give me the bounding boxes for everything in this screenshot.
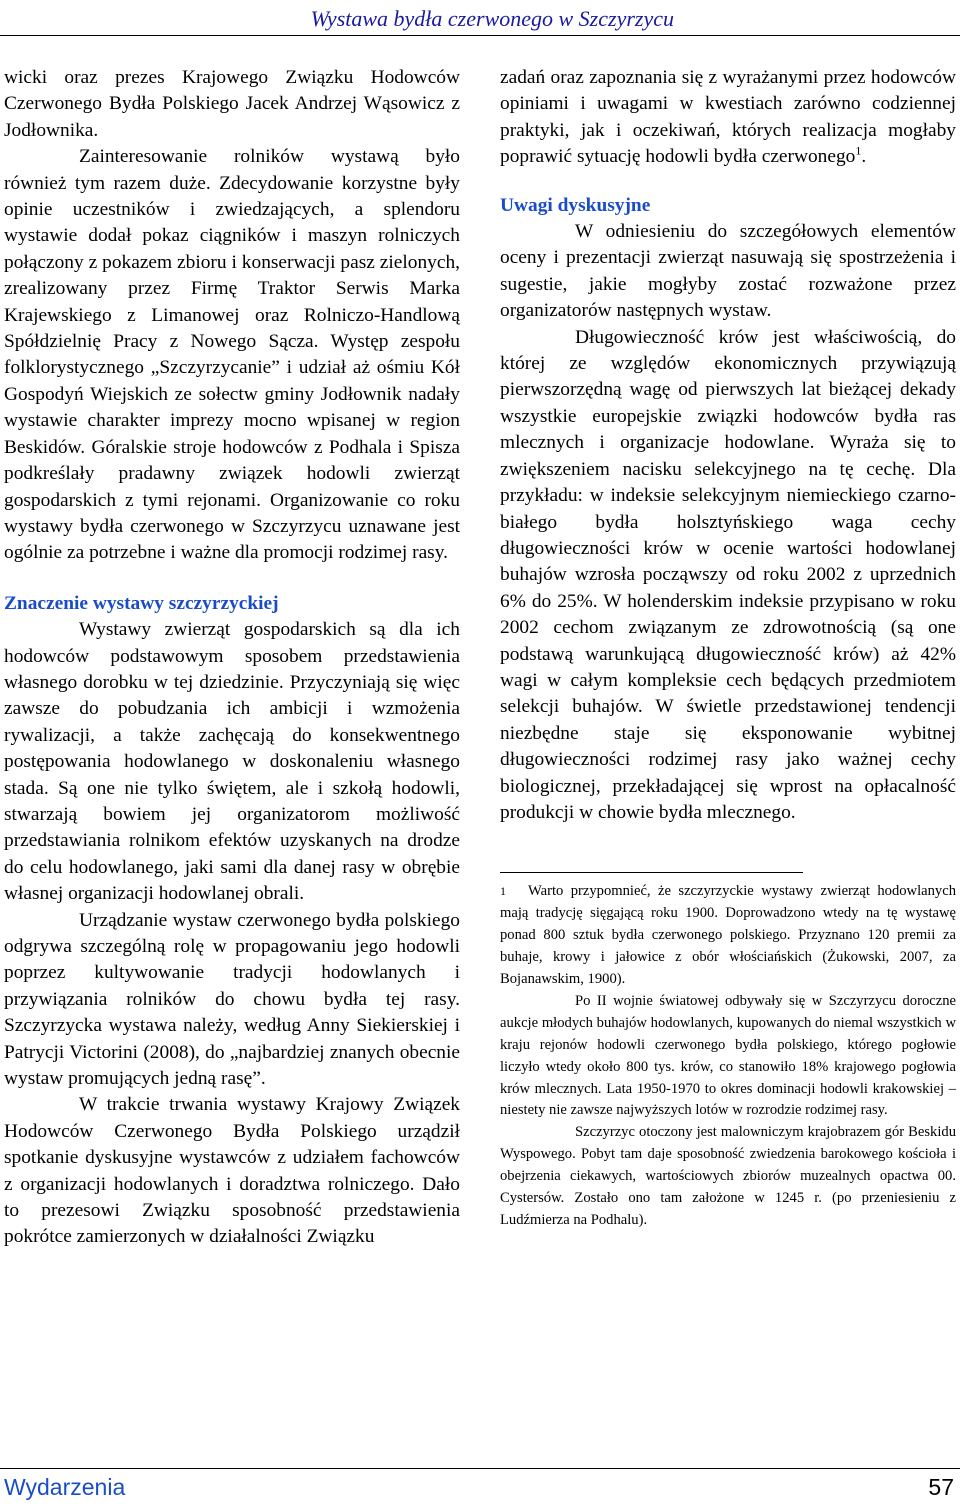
left-paragraph-5: W trakcie trwania wystawy Krajowy Związek Hodowców Czerwonego Bydła Polskiego urządził spotkanie dyskusyjne wystawców z udziałem fachowców z organizacji hodowlanych i doradztwa rolniczego. Dało to prezesowi Związku sposobność przedstawienia pokrótce zamierzonych w działalności Związku bbox=[4, 1094, 460, 1248]
footnote-1 bbox=[500, 881, 956, 991]
right-column bbox=[500, 65, 956, 1232]
right-paragraph-1 bbox=[500, 65, 956, 171]
left-column bbox=[4, 65, 460, 1251]
footnote-mark: 1 bbox=[500, 884, 506, 899]
left-paragraph-1: wicki oraz prezes Krajowego Związku Hodowców Czerwonego Bydła Polskiego Jacek Andrzej Wąsowicz z Jodłownika. bbox=[4, 67, 460, 141]
running-header-title: Wystawa bydła czerwonego w Szczyrzycu bbox=[310, 6, 674, 31]
left-paragraph-2: Zainteresowanie rolników wystawą było również tym razem duże. Zdecydowanie korzystne były opinie uczestników i zwiedzających, a splendoru wystawie dodał pokaz ciągników i maszyn rolniczych połączony z pokazem zbioru i konserwacji pasz zielonych, zrealizowany przez Firmę Traktor Serwis Marka Krajewskiego z Limanowej oraz Rolniczo-Handlową Spółdzielnię Pracy z Nowego Sącza. Występ zespołu folklorystycznego „Szczyrzycanie” i udział aż ośmiu Kół Gospodyń Wiejskich ze sołectw gminy Jodłownik nadały wystawie charakter imprezy mocno wpisanej w region Beskidów. Góralskie stroje hodowców z Podhala i Spisza podkreślały pradawny związek hodowli zwierząt gospodarskich z tymi rejonami. Organizowanie co roku wystawy bydła czerwonego w Szczyrzycu uznawane jest ogólnie za potrzebne i ważne dla promocji rodzimej rasy. bbox=[4, 146, 460, 564]
page-number: 57 bbox=[928, 1474, 954, 1500]
footer-section-name: Wydarzenia bbox=[4, 1474, 126, 1500]
footer-divider bbox=[0, 1468, 960, 1469]
left-paragraph-3: Wystawy zwierząt gospodarskich są dla ich hodowców podstawowym sposobem przedstawienia własnego dorobku w tej dziedzinie. Przyczyniają się więc zawsze do pobudzania ich ambicji i wzmożenia rywalizacji, a także zachęcają do konsekwentnego postępowania hodowlanego w doskonaleniu własnego stada. Są one nie tylko świętem, ale i szkołą hodowli, stwarzają bowiem jej organizatorom możliwość przedstawiania rolnikom efektów uzyskanych na drodze do celu hodowlanego, jaki sami dla danej rasy w obrębie własnej organizacji hodowlanej obrali. bbox=[4, 619, 460, 905]
right-paragraph-2: W odniesieniu do szczegółowych elementów oceny i prezentacji zwierząt nasuwają się spostrzeżenia i sugestie, jakie mogłyby zostać rozważone przez organizatorów następnych wystaw. bbox=[500, 221, 956, 322]
right-paragraph-3: Długowieczność krów jest właściwością, do której ze względów ekonomicznych przywiązują pierwszorzędną wagę od pierwszych lat bieżącej dekady wszystkie europejskie związki hodowców bydła ras mlecznych i organizacje hodowlane. Wyraża się to zwiększeniem nacisku selekcyjnego na tę cechę. Dla przykładu: w indeksie selekcyjnym niemieckiego czarno-białego bydła holsztyńskiego waga cechy długowieczności krów w ocenie wartości hodowlanej buhajów wzrosła począwszy od roku 2002 z uprzednich 6% do 25%. W holenderskim indeksie przypisano w roku 2002 cechom związanym ze zdrowotnością (są one podstawą warunkującą długowieczność krów) aż 42% wagi w całym kompleksie cech będących przedmiotem selekcji buhajów. W świetle przedstawionej tendencji niezbędne staje się eksponowanie wybitnej długowieczności rodzimej rasy jako ważnej cechy biologicznej, przekładającej się wprost na opłacalność produkcji w chowie bydła mlecznego. bbox=[500, 326, 956, 823]
footnote-divider bbox=[500, 872, 803, 873]
footnote-2: Po II wojnie światowej odbywały się w Szczyrzycu doroczne aukcje młodych buhajów hodowlanych, kupowanych do niemal wszystkich w kraju rejonów hodowli czerwonego bydła polskiego, którego pogłowie liczyło wtedy około 800 tys. krów, co stanowiło 18% krajowego pogłowia krów mlecznych. Lata 1950-1970 to okres dominacji hodowli krakowskiej – niestety nie zawsze najwyższych lotów w rozrodzie rodzimej rasy. bbox=[500, 992, 956, 1119]
header-divider bbox=[0, 35, 960, 36]
footnote-1-text: Warto przypomnieć, że szczyrzyckie wystawy zwierząt hodowlanych mają tradycję sięgającą roku 1900. Doprowadzono wtedy na tę wystawę ponad 800 sztuk bydła czerwonego polskiego. Przyznano 120 premii za buhaje, krowy i jałowice z obór włościańskich (Żukowski, 2007, za Bojanawskim, 1900). bbox=[500, 883, 956, 987]
right-paragraph-1-end: . bbox=[861, 146, 867, 168]
left-paragraph-4: Urządzanie wystaw czerwonego bydła polskiego odgrywa szczególną rolę w propagowaniu jego hodowli poprzez kultywowanie tradycji hodowlanych i przywiązania rolników do chowu bydła tej rasy. Szczyrzycka wystawa należy, według Anny Siekierskiej i Patrycji Victorini (2008), do „najbardziej znanych obecnie wystaw promujących jedną rasę”. bbox=[4, 909, 460, 1090]
right-paragraph-1-text: zadań oraz zapoznania się z wyrażanymi przez hodowców opiniami i uwagami w kwestiach zarówno codziennej praktyki, jak i oczekiwań, których realizacja mogłaby poprawić sytuację hodowli bydła czerwonego bbox=[500, 67, 956, 168]
section-heading-uwagi: Uwagi dyskusyjne bbox=[500, 194, 651, 216]
section-heading-znaczenie: Znaczenie wystawy szczyrzyckiej bbox=[4, 592, 279, 614]
footnote-reference: 1 bbox=[855, 143, 862, 158]
footnote-3: Szczyrzyc otoczony jest malowniczym krajobrazem gór Beskidu Wyspowego. Pobyt tam daje sposobność zwiedzenia barokowego kościoła i obejrzenia ciekawych, wartościowych zbiorów muzealnych opactwa 00. Cystersów. Zostało ono tam założone w 1245 r. (po przeniesieniu z Ludźmierza na Podhalu). bbox=[500, 1124, 956, 1228]
